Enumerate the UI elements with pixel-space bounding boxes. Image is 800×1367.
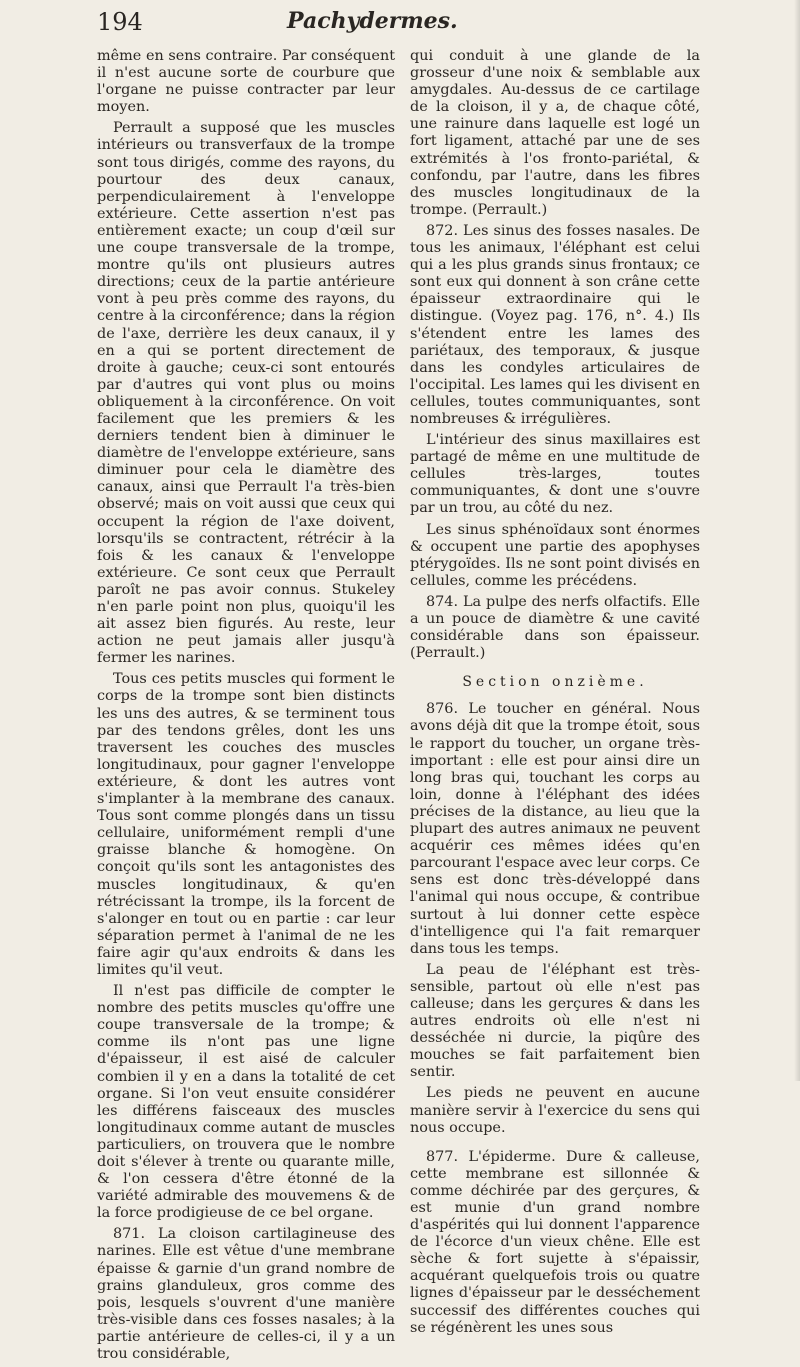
left-column bbox=[97, 48, 395, 1367]
paragraph: Les pieds ne peuvent en aucune manière servir à l'exercice du sens qui nous occupe. bbox=[410, 1085, 700, 1136]
spacer bbox=[410, 1141, 700, 1149]
paragraph: 871. La cloison cartilagineuse des narines. Elle est vêtue d'une membrane épaisse & garnie d'un grand nombre de grains glanduleux, gros comme des pois, lesquels s'ouvrent d'une manière très-visible dans ces fosses nasales; à la partie antérieure de celles-ci, il y a un trou considérable, bbox=[97, 1226, 395, 1363]
right-column bbox=[410, 48, 700, 1341]
paragraph: Il n'est pas difficile de compter le nombre des petits muscles qu'offre une coupe transversale de la trompe; & comme ils n'ont pas une ligne d'épaisseur, il est aisé de calculer combien il y en a dans la totalité de cet organe. Si l'on veut ensuite considérer les différens faisceaux des muscles longitudinaux comme autant de muscles particuliers, on trouvera que le nombre doit s'élever à trente ou quarante mille, & l'on cessera d'être étonné de la variété admirable des mouvemens & de la force prodigieuse de ce bel organe. bbox=[97, 983, 395, 1222]
paragraph: Tous ces petits muscles qui forment le corps de la trompe sont bien distincts les uns des autres, & se terminent tous par des tendons grêles, dont les uns traversent les couches des muscles longitudinaux, pour gagner l'enveloppe extérieure, & dont les autres vont s'implanter à la membrane des canaux. Tous sont comme plongés dans un tissu cellulaire, uniformément rempli d'une graisse blanche & homogène. On conçoit qu'ils sont les antagonistes des muscles longitudinaux, & qu'en rétrécissant la trompe, ils la forcent de s'alonger en tout ou en partie : car leur séparation permet à l'animal de ne les faire agir qu'aux endroits & dans les limites qu'il veut. bbox=[97, 671, 395, 978]
paragraph: Perrault a supposé que les muscles intérieurs ou transverfaux de la trompe sont tous dirigés, comme des rayons, du pourtour des deux canaux, perpendiculairement à l'enveloppe extérieure. Cette assertion n'est pas entièrement exacte; un coup d'œil sur une coupe transversale de la trompe, montre qu'ils ont plusieurs autres directions; ceux de la partie antérieure vont à peu près comme des rayons, du centre à la circonférence; dans la région de l'axe, derrière les deux canaux, il y en a qui se portent directement de droite à gauche; ceux-ci sont entourés par d'autres qui vont plus ou moins obliquement à la circonférence. On voit facilement que les premiers & les derniers tendent bien à diminuer le diamètre de l'enveloppe extérieure, sans diminuer pour cela le diamètre des canaux, ainsi que Perrault l'a très-bien observé; mais on voit aussi que ceux qui occupent la région de l'axe doivent, lorsqu'ils se contractent, rétrécir à la fois & les canaux & l'enveloppe extérieure. Ce sont ceux que Perrault paroît ne pas avoir connus. Stukeley n'en parle point non plus, quoiqu'il les ait assez bien figurés. Au reste, leur action ne peut jamais aller jusqu'à fermer les narines. bbox=[97, 120, 395, 667]
page-header bbox=[97, 8, 697, 48]
paragraph: même en sens contraire. Par conséquent il n'est aucune sorte de courbure que l'organe ne puisse contracter par leur moyen. bbox=[97, 48, 395, 116]
paragraph: 877. L'épiderme. Dure & calleuse, cette membrane est sillonnée & comme déchirée par des gerçures, & est munie d'un grand nombre d'aspérités qui lui donnent l'apparence de l'écorce d'un vieux chêne. Elle est sèche & fort sujette à s'épaissir, acquérant quelquefois trois ou quatre lignes d'épaisseur par le desséchement successif des différentes couches qui se régénèrent les unes sous bbox=[410, 1148, 700, 1336]
paragraph: 872. Les sinus des fosses nasales. De tous les animaux, l'éléphant est celui qui a les plus grands sinus frontaux; ce sont eux qui donnent à son crâne cette épaisseur extraordinaire qui le distingue. (Voyez pag. 176, n°. 4.) Ils s'étendent entre les lames des pariétaux, des temporaux, & jusque dans les condyles articulaires de l'occipital. Les lames qui les divisent en cellules, toutes communiquantes, sont nombreuses & irrégulières. bbox=[410, 222, 700, 427]
page-number: 194 bbox=[97, 8, 143, 36]
paragraph: La peau de l'éléphant est très-sensible, partout où elle n'est pas calleuse; dans les gerçures & dans les autres endroits où elle n'est ni desséchée ni durcie, la piqûre des mouches se fait parfaitement bien sentir. bbox=[410, 961, 700, 1081]
page-edge-shadow bbox=[794, 0, 800, 1081]
paragraph: Les sinus sphénoïdaux sont énormes & occupent une partie des apophyses ptérygoïdes. Ils ne sont point divisés en cellules, comme les précédens. bbox=[410, 521, 700, 589]
paragraph: L'intérieur des sinus maxillaires est partagé de même en une multitude de cellules très-larges, toutes communiquantes, & dont une s'ouvre par un trou, au côté du nez. bbox=[410, 432, 700, 517]
running-title: Pachydermes. bbox=[287, 8, 458, 34]
paragraph: 874. La pulpe des nerfs olfactifs. Elle a un pouce de diamètre & une cavité considérable dans son épaisseur. (Perrault.) bbox=[410, 593, 700, 662]
paragraph: 876. Le toucher en général. Nous avons déjà dit que la trompe étoit, sous le rapport du toucher, un organe très-important : elle est pour ainsi dire un long bras qui, touchant les corps au loin, donne à l'éléphant des idées précises de la distance, au lieu que la plupart des autres animaux ne peuvent acquérir ces mêmes idées qu'en parcourant l'espace avec leur corps. Ce sens est donc très-développé dans l'animal qui nous occupe, & contribue surtout à lui donner cette espèce d'intelligence qui l'a fait remarquer dans tous les temps. bbox=[410, 701, 700, 957]
paragraph: qui conduit à une glande de la grosseur d'une noix & semblable aux amygdales. Au-dessus de ce cartilage de la cloison, il y a, de chaque côté, une rainure dans laquelle est logé un fort ligament, attaché par une de ses extrémités à l'os fronto-pariétal, & confondu, par l'autre, dans les fibres des muscles longitudinaux de la trompe. (Perrault.) bbox=[410, 48, 700, 218]
section-heading: Section onzième. bbox=[462, 674, 648, 691]
